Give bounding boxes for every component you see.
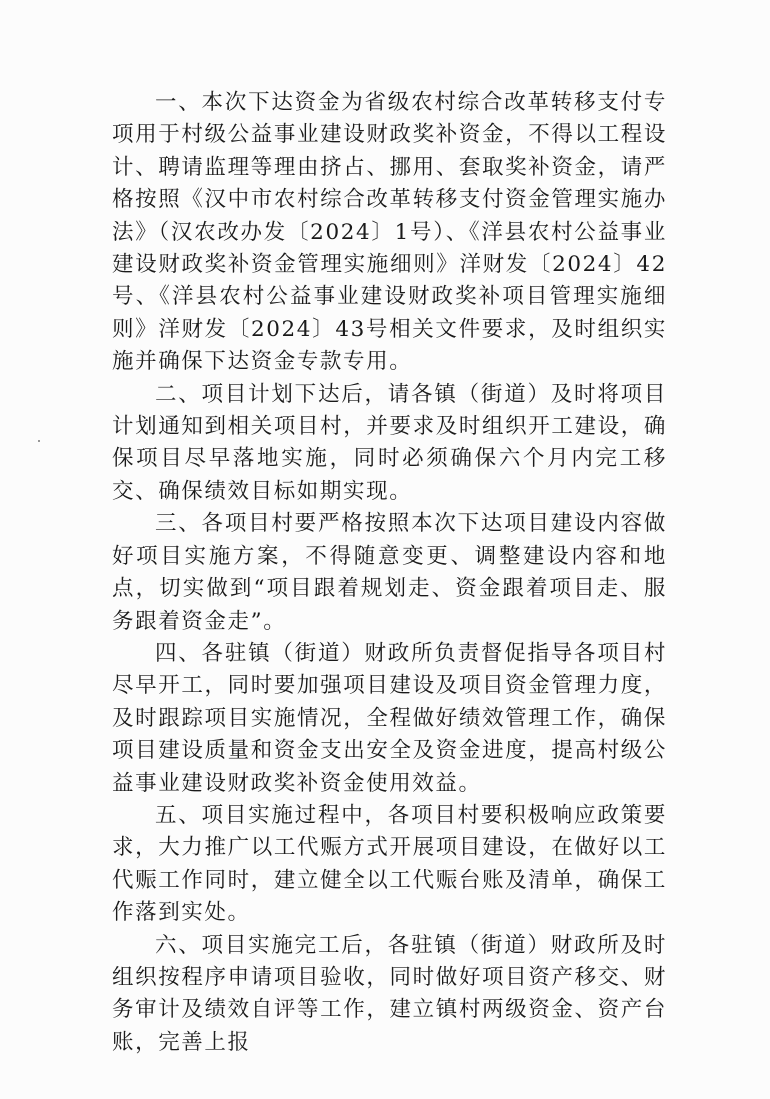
paragraph-1: 一、本次下达资金为省级农村综合改革转移支付专项用于村级公益事业建设财政奖补资金，不得以工程设计、聘请监理等理由挤占、挪用、套取奖补资金，请严格按照《汉中市农村综合改革转移支付资金管理实施办法》（汉农改办发〔2024〕1号）、《洋县农村公益事业建设财政奖补资金管理实施细则》洋财发〔2024〕42号、《洋县农村公益事业建设财政奖补项目管理实施细则》洋财发〔2024〕43号相关文件要求，及时组织实施并确保下达资金专款专用。	[112, 90, 667, 375]
paragraph-5: 五、项目实施过程中，各项目村要积极响应政策要求，大力推广以工代赈方式开展项目建设，在做好以工代赈工作同时，建立健全以工代赈台账及清单，确保工作落到实处。	[112, 802, 667, 926]
paragraph-4: 四、各驻镇（街道）财政所负责督促指导各项目村尽早开工，同时要加强项目建设及项目资金管理力度，及时跟踪项目实施情况，全程做好绩效管理工作，确保项目建设质量和资金支出安全及资金进度，提高村级公益事业建设财政奖补资金使用效益。	[112, 640, 667, 796]
paragraph-2: 二、项目计划下达后，请各镇（街道）及时将项目计划通知到相关项目村，并要求及时组织开工建设，确保项目尽早落地实施，同时必须确保六个月内完工移交、确保绩效目标如期实现。	[112, 381, 667, 504]
paragraph-3: 三、各项目村要严格按照本次下达项目建设内容做好项目实施方案，不得随意变更、调整建设内容和地点，切实做到“项目跟着规划走、资金跟着项目走、服务跟着资金走”。	[112, 511, 667, 634]
paragraph-6: 六、项目实施完工后，各驻镇（街道）财政所及时组织按程序申请项目验收，同时做好项目资产移交、财务审计及绩效自评等工作，建立镇村两级资金、资产台账，完善上报	[112, 932, 667, 1055]
scan-speck	[38, 440, 40, 442]
document-body	[112, 87, 667, 1059]
